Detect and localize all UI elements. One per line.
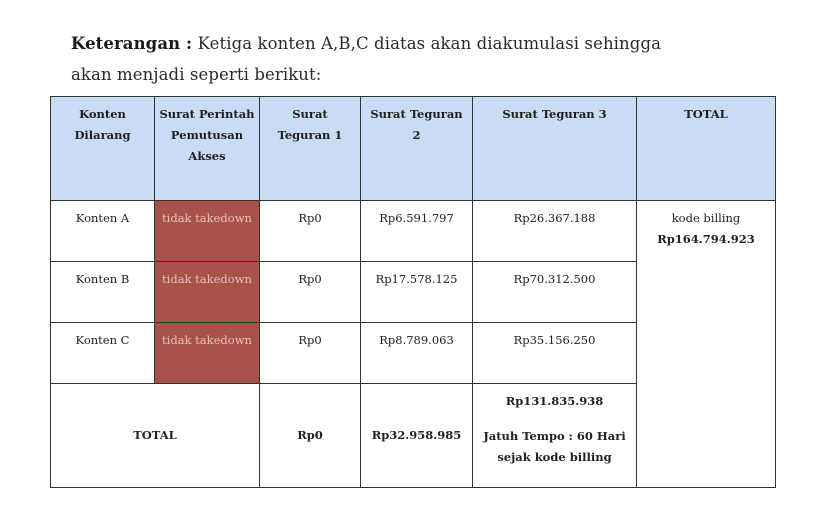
intro-label: Keterangan : [71, 34, 193, 53]
cell-konten: Konten A [51, 201, 155, 262]
header-teguran-3: Surat Teguran 3 [473, 97, 637, 201]
total-teguran-1: Rp0 [260, 384, 361, 488]
penalty-table [50, 96, 776, 488]
intro-text-line2: akan menjadi seperti berikut: [71, 65, 322, 84]
total-teguran-3-cell [473, 384, 637, 488]
table-header-row [51, 97, 776, 201]
intro-text-line1: Ketiga konten A,B,C diatas akan diakumulasi sehingga [197, 34, 662, 53]
cell-teguran-2: Rp6.591.797 [361, 201, 473, 262]
header-teguran-2: Surat Teguran 2 [361, 97, 473, 201]
cell-konten: Konten C [51, 323, 155, 384]
cell-teguran-2: Rp8.789.063 [361, 323, 473, 384]
billing-code-label: kode billing [671, 211, 741, 225]
header-surat-perintah: Surat Perintah Pemutusan Akses [155, 97, 260, 201]
intro-paragraph [71, 28, 771, 90]
cell-teguran-3: Rp70.312.500 [473, 262, 637, 323]
cell-takedown-status: tidak takedown [155, 323, 260, 384]
cell-teguran-2: Rp17.578.125 [361, 262, 473, 323]
cell-teguran-3: Rp26.367.188 [473, 201, 637, 262]
due-date-line1: Jatuh Tempo : 60 Hari [483, 429, 626, 443]
cell-konten: Konten B [51, 262, 155, 323]
due-date-line2: sejak kode billing [497, 450, 612, 464]
cell-teguran-1: Rp0 [260, 262, 361, 323]
table-row [51, 201, 776, 262]
total-row-label: TOTAL [51, 384, 260, 488]
header-total: TOTAL [637, 97, 776, 201]
cell-takedown-status: tidak takedown [155, 201, 260, 262]
cell-grand-total [637, 201, 776, 488]
total-teguran-3: Rp131.835.938 [505, 394, 604, 408]
cell-teguran-3: Rp35.156.250 [473, 323, 637, 384]
grand-total-amount: Rp164.794.923 [657, 232, 755, 246]
cell-teguran-1: Rp0 [260, 323, 361, 384]
total-teguran-2: Rp32.958.985 [361, 384, 473, 488]
header-konten: Konten Dilarang [51, 97, 155, 201]
header-teguran-1: Surat Teguran 1 [260, 97, 361, 201]
cell-takedown-status: tidak takedown [155, 262, 260, 323]
cell-teguran-1: Rp0 [260, 201, 361, 262]
